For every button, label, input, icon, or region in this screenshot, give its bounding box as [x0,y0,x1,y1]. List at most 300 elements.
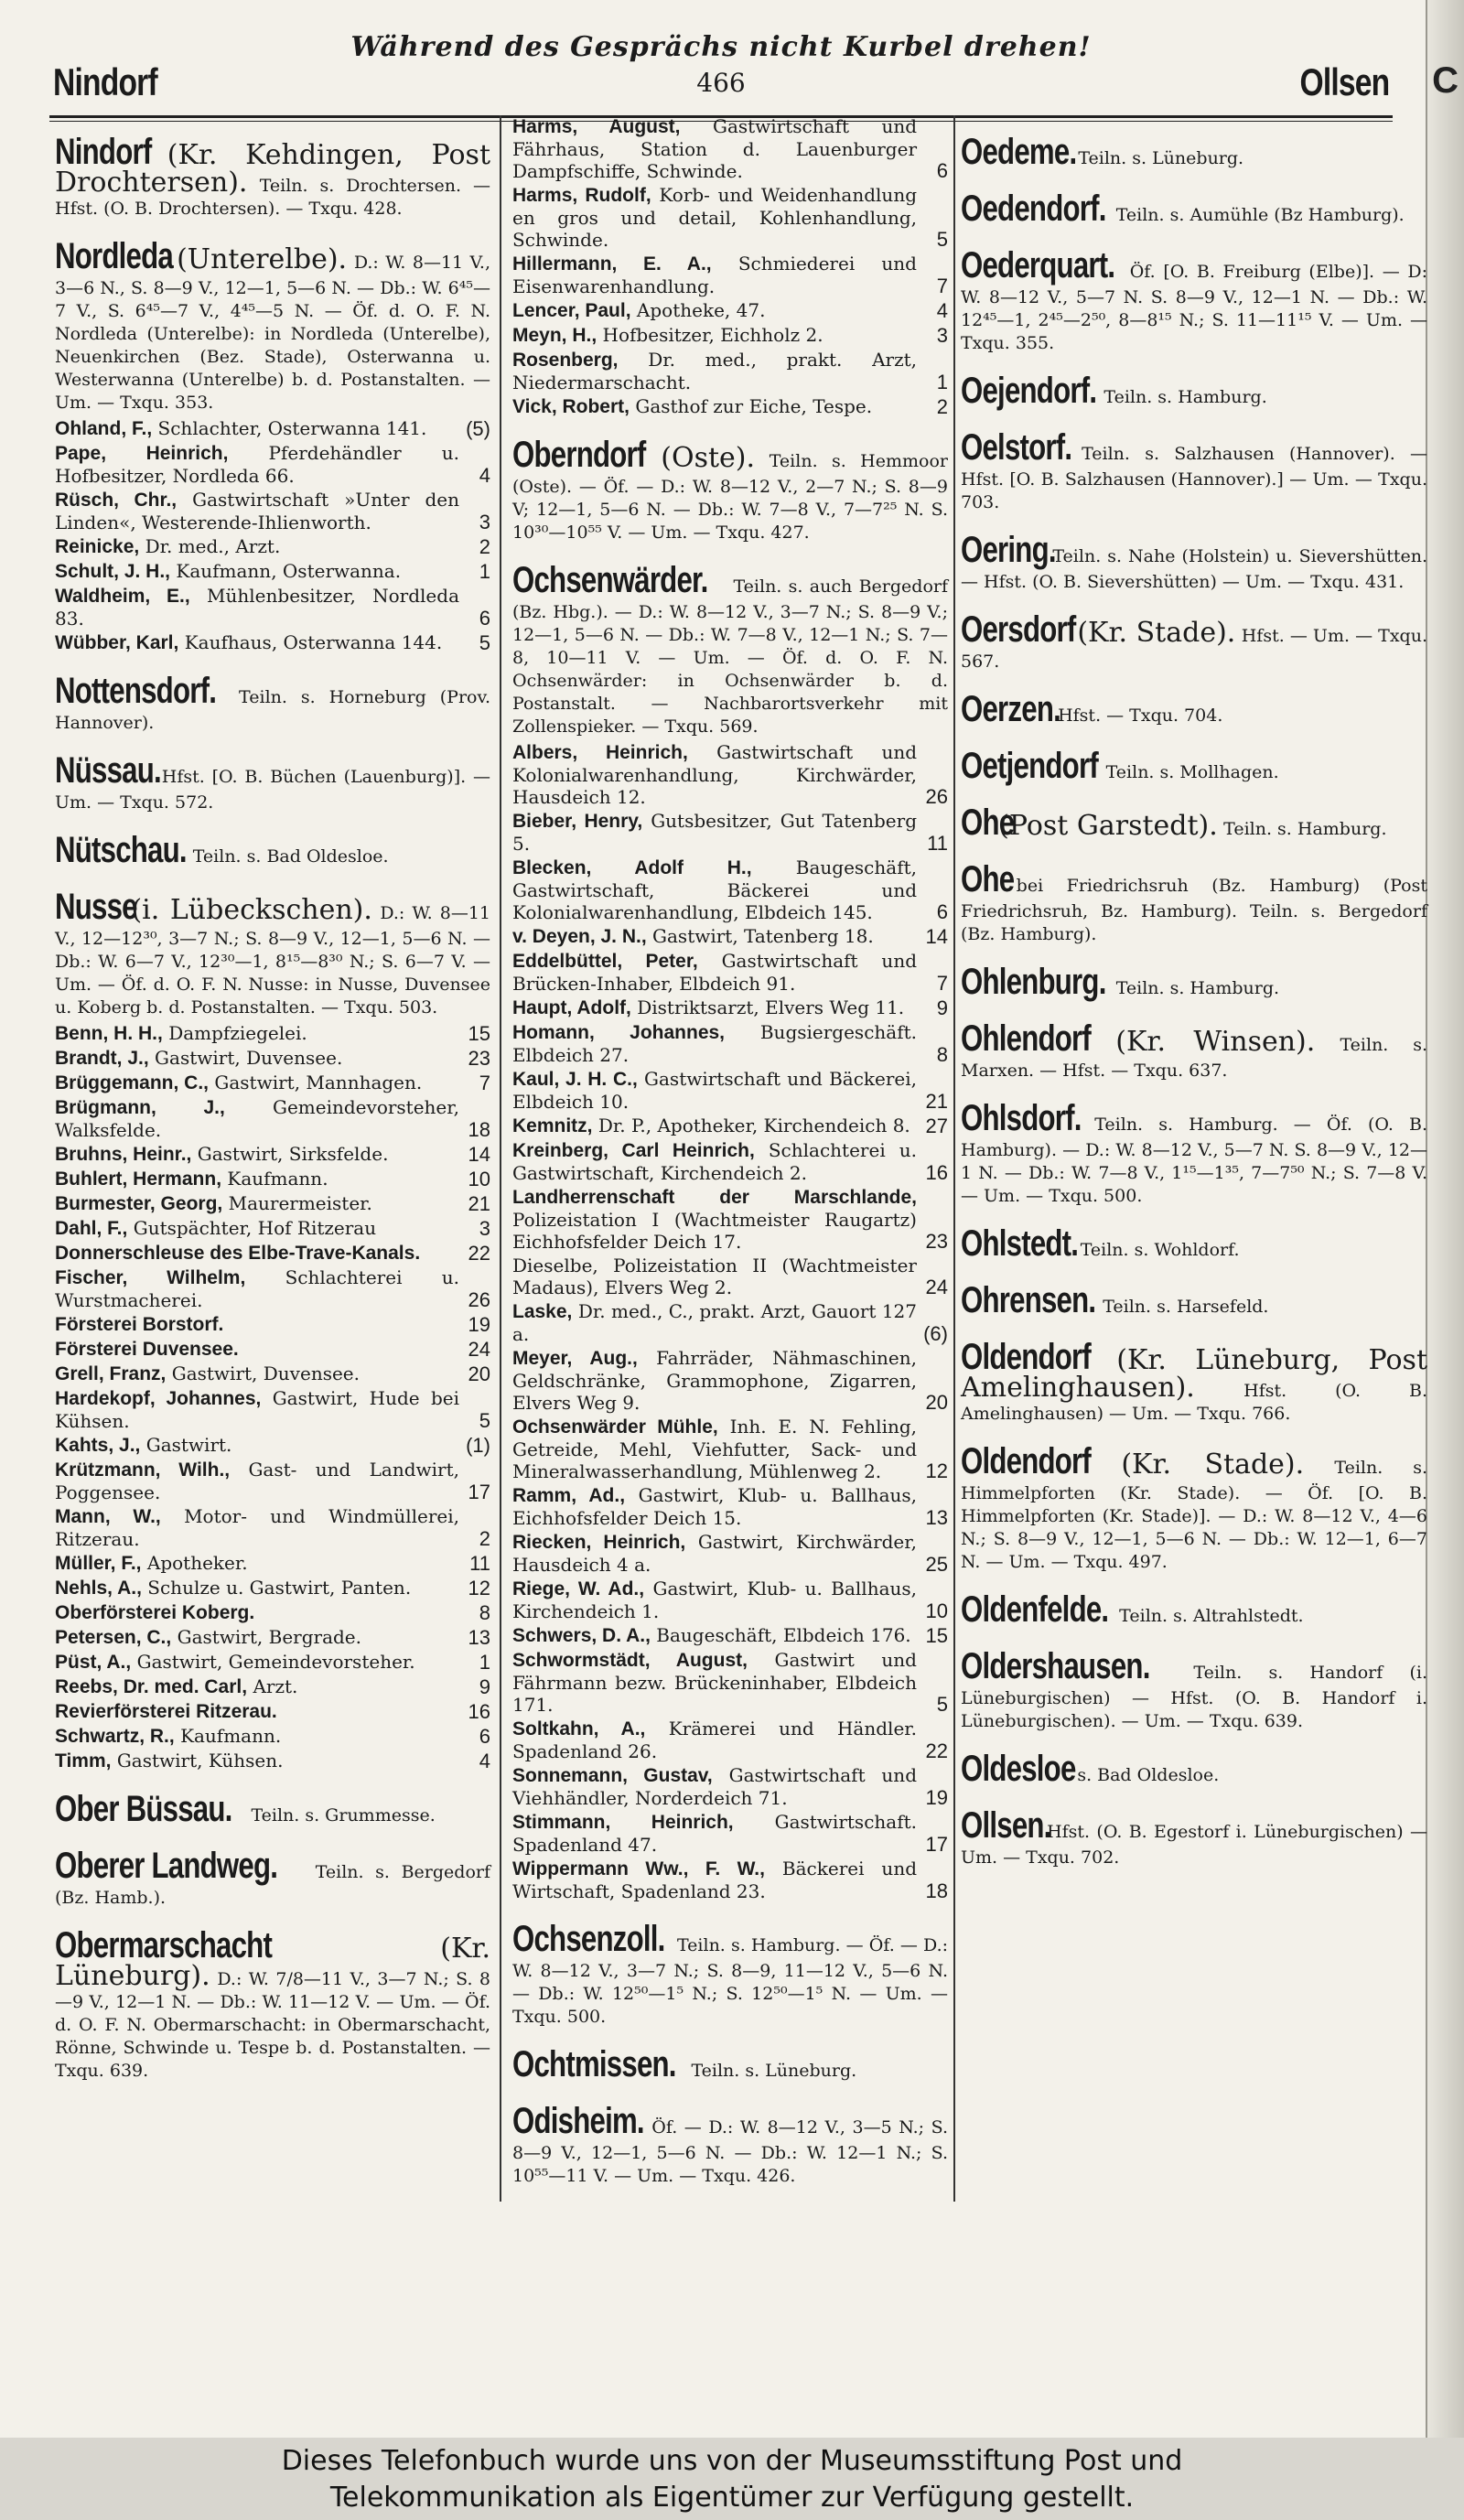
place-info: Teiln. s. Lüneburg. [691,2061,857,2081]
subscriber-entry [55,1143,490,1166]
place-info: Teiln. s. Bergedorf (Bz. Hamb.). [55,1862,490,1908]
phone-number: 10 [468,1168,490,1190]
place-heading [512,1919,948,2028]
place-info: Öf. [O. B. Freiburg (Elbe)]. — D: W. 8—12 V., 5—7 N. S. 8—9 V., 12—1 N. — Db.: W. 12⁴⁵—1, 2⁴⁵—2⁵⁰, 8—8¹⁵ N.; S. 11—11¹⁵ V. — Um. — Txqu. 355. [961,262,1428,353]
subscriber-name: Müller, F., [55,1553,142,1574]
subscriber-entry [55,1552,490,1575]
place-qualifier: (Kr. Stade). [1121,1448,1305,1481]
subscriber-entry [55,1072,490,1094]
phone-number: 14 [468,1143,490,1166]
subscriber-details: Dampfziegelei. [168,1022,307,1044]
place-name: Oldenfelde. [961,1589,1109,1630]
phone-number: 13 [468,1626,490,1649]
place-info: Hfst. — Um. — Txqu. 567. [961,626,1427,672]
subscriber-entry [55,1313,490,1336]
place-info: Teiln. s. Handorf (i. Lüneburgischen) — Hfst. (O. B. Handorf i. Lüneburgischen). — Um. — Txqu. 639. [961,1663,1427,1731]
place-name: Ohlsdorf. [961,1098,1082,1138]
place-info: Hfst. — Txqu. 704. [1058,705,1223,726]
place-qualifier: (Post Garstedt). [998,810,1218,842]
place-info: Teiln. s. Hamburg. [1115,978,1280,998]
phone-number: 21 [468,1192,490,1215]
subscriber-name: Kahts, J., [55,1435,141,1456]
subscriber-name: Riege, W. Ad., [512,1578,645,1599]
phone-number: 14 [925,925,948,948]
subscriber-name: Kemnitz, [512,1115,593,1136]
subscriber-details: Gastwirtschaft und Fährhaus, Station d. Lauenburger Dampfschiffe, Schwinde. [512,115,918,182]
place-info: Teiln. s. Salzhausen (Hannover). — Hfst. [O. B. Salzhausen (Hannover).] — Um. — Txqu. 703. [961,444,1427,512]
place-heading [55,1925,490,2082]
place-heading [961,1223,1427,1264]
subscriber-name: Försterei Borstorf. [55,1314,224,1335]
subscriber-details: Kaufmann. [227,1168,328,1190]
place-heading [55,887,490,1018]
subscriber-entry [55,1675,490,1698]
subscriber-entry [55,1750,490,1772]
phone-number: 22 [925,1739,948,1762]
subscriber-name: Dahl, F., [55,1218,128,1239]
subscriber-name: Harms, August, [512,116,681,137]
subscriber-name: Kaul, J. H. C., [512,1069,638,1090]
place-heading [55,1789,490,1829]
subscriber-name: Revierförsterei Ritzerau. [55,1701,277,1722]
phone-number: (1) [466,1434,490,1457]
phone-number: 12 [925,1459,948,1482]
place-name: Oberer Landweg. [55,1846,278,1886]
place-name: Oldesloe [961,1749,1076,1789]
subscriber-entry [55,1626,490,1649]
subscriber-details: Gastwirtschaft »Unter den Linden«, Westerende-Ihlienworth. [55,489,459,533]
subscriber-details: Gastwirt, Duvensee. [155,1047,343,1069]
subscriber-details: Pferdehändler u. Hofbesitzer, Nordleda 66. [55,442,460,487]
phone-number: 26 [925,785,948,808]
subscriber-details: Schulze u. Gastwirt, Panten. [147,1577,412,1599]
column-divider [953,115,955,2202]
phone-number: 5 [936,1693,948,1716]
subscriber-name: Burmester, Georg, [55,1193,223,1214]
phone-number: 15 [925,1624,948,1647]
phone-number: 6 [936,159,948,182]
subscriber-name: Schwormstädt, August, [512,1650,748,1671]
place-name: Oldendorf [961,1441,1092,1481]
subscriber-details: Gastwirtschaft und Viehhändler, Norderdeich 71. [512,1764,917,1809]
subscriber-name: Wübber, Karl, [55,632,179,653]
phone-number: 16 [468,1700,490,1723]
subscriber-details: Dieselbe, Polizeistation II (Wachtmeister Madaus), Elvers Weg 2. [512,1255,917,1298]
phone-number: 25 [925,1553,948,1576]
phone-number: 10 [925,1599,948,1622]
place-heading [512,2044,948,2084]
phone-number: 18 [925,1879,948,1902]
place-heading [512,560,948,738]
place-info: Teiln. s. Drochtersen. — Hfst. (O. B. Drochtersen). — Txqu. 428. [55,176,490,219]
subscriber-entry [512,349,948,393]
header-last-place: Ollsen [1299,60,1389,103]
place-info: Öf. — D.: W. 8—12 V., 3—5 N.; S. 8—9 V., 12—1, 5—6 N. — Db.: W. 12—1 N.; S. 10⁵⁵—11 V. — Um. — Txqu. 426. [512,2117,949,2186]
subscriber-name: Nehls, A., [55,1578,142,1599]
subscriber-entry [512,1021,948,1066]
place-heading [961,962,1427,1002]
phone-number: 5 [936,228,948,251]
place-info: Hfst. (O. B. Egestorf i. Lüneburgischen) — Um. — Txqu. 702. [961,1822,1428,1868]
place-name: Oberndorf [512,435,646,475]
place-qualifier: (Oste). [661,442,756,474]
phone-number: 21 [925,1090,948,1113]
subscriber-entry [512,1347,948,1414]
place-heading [961,1589,1427,1630]
page-header [53,26,1389,108]
subscriber-entry [55,1601,490,1624]
place-info: bei Friedrichsruh (Bz. Hamburg) (Post Friedrichsruh, Bz. Hamburg). Teiln. s. Bergedorf (Bz. Hamburg). [961,876,1428,944]
subscriber-name: Lencer, Paul, [512,300,631,321]
place-name: Ohe [961,802,1015,843]
place-name: Ober Büssau. [55,1789,232,1829]
place-qualifier: (i. Lübeckschen). [131,894,372,926]
phone-number: 9 [479,1675,490,1698]
phone-number: 15 [468,1022,490,1045]
subscriber-name: Waldheim, E., [55,586,190,607]
place-heading [961,859,1427,945]
phone-number: 12 [468,1577,490,1599]
subscriber-entry [512,115,948,182]
subscriber-name: Haupt, Adolf, [512,997,631,1018]
subscriber-details: Korb- und Weidenhandlung en gros und detail, Kohlenhandlung, Schwinde. [512,184,917,251]
phone-number: 16 [925,1161,948,1184]
phone-number: 18 [468,1118,490,1141]
subscriber-details: Baugeschäft, Gastwirtschaft, Bäckerei und Kolonialwarenhandlung, Elbdeich 145. [512,856,917,923]
place-name: Nindorf [55,132,152,172]
place-qualifier: (Unterelbe). [177,243,348,275]
place-heading [55,132,490,220]
place-heading [961,245,1427,354]
header-motto: Während des Gesprächs nicht Kurbel drehen! [350,31,1092,63]
place-heading [961,689,1427,729]
subscriber-details: Bugsiergeschäft. Elbdeich 27. [512,1021,918,1066]
phone-number: 13 [925,1506,948,1529]
subscriber-entry [512,395,948,418]
subscriber-entry [512,1531,948,1576]
subscriber-name: Wippermann Ww., F. W., [512,1858,765,1879]
phone-number: 23 [468,1047,490,1070]
subscriber-details: Kaufmann, Osterwanna. [176,560,402,582]
place-qualifier: (Kr. Stade). [1077,617,1236,649]
subscriber-entry [512,1255,948,1298]
place-name: Nordleda [55,236,173,276]
subscriber-entry [55,1047,490,1070]
place-name: Nüssau. [55,750,161,791]
place-name: Ochsenwärder. [512,560,708,600]
subscriber-details: Hofbesitzer, Eichholz 2. [602,324,824,346]
subscriber-entry [55,1338,490,1361]
place-heading [55,1846,490,1909]
place-heading [961,530,1427,593]
phone-number: 11 [927,832,948,855]
subscriber-details: Gastwirt, Bergrade. [177,1626,361,1648]
subscriber-details: Gutsbesitzer, Gut Tatenberg 5. [512,810,917,855]
place-info: Teiln. s. Nahe (Holstein) u. Sievershütten. — Hfst. (O. B. Sievershütten) — Um. — Txqu. 431. [961,546,1427,592]
subscriber-entry [55,489,490,533]
subscriber-name: Schwartz, R., [55,1726,175,1747]
subscriber-entry [512,1718,948,1762]
subscriber-name: Hardekopf, Johannes, [55,1388,262,1409]
subscriber-details: Dr. med., prakt. Arzt, Niedermarschacht. [512,349,917,393]
phone-number: 3 [479,511,490,533]
subscriber-entry [55,1266,490,1311]
place-name: Nütschau. [55,830,187,870]
place-info: Teiln. s. Hamburg. — Öf. (O. B. Hamburg). — D.: W. 8—12 V., 5—7 N. S. 8—9 V., 12—1 N. — Db.: W. 7—8 V., 1¹⁵—1³⁵, 7—7⁵⁰ N.; S. 7—8 V. — Um. — Txqu. 500. [961,1115,1428,1206]
subscriber-entry [55,1700,490,1723]
subscriber-details: Inh. E. N. Fehling, Getreide, Mehl, Viehfutter, Sack- und Mineralwasserhandlung, Mühlenweg 2. [512,1416,918,1482]
subscriber-details: Schmiederei und Eisenwarenhandlung. [512,253,917,297]
place-qualifier: (Kr. Kehdingen, Post Drochtersen). [55,139,491,199]
phone-number: 23 [925,1230,948,1253]
subscriber-name: Rosenberg, [512,350,619,371]
place-qualifier: (Kr. Winsen). [1115,1026,1316,1058]
place-info: Teiln. s. Harsefeld. [1103,1297,1269,1317]
subscriber-name: Brandt, J., [55,1048,149,1069]
subscriber-details: Gastwirt, Klub- u. Ballhaus, Kirchendeich 1. [512,1578,918,1622]
subscriber-name: Meyn, H., [512,325,597,346]
subscriber-name: Donnerschleuse des Elbe-Trave-Kanals. [55,1243,421,1264]
subscriber-entry [512,1068,948,1113]
subscriber-entry [55,1242,490,1265]
subscriber-entry [55,1459,490,1503]
subscriber-entry [512,1649,948,1716]
place-heading [961,609,1427,673]
subscriber-name: Rüsch, Chr., [55,490,178,511]
place-heading [961,1098,1427,1207]
phone-number: 17 [468,1481,490,1503]
subscriber-details: Gastwirtschaft und Kolonialwarenhandlung, Kirchwärder, Hausdeich 12. [512,741,918,808]
place-name: Oetjendorf [961,746,1098,786]
subscriber-details: Schlachterei u. Wurstmacherei. [55,1266,459,1311]
subscriber-details: Maurermeister. [228,1192,372,1214]
subscriber-details: Dr. med., C., prakt. Arzt, Gauort 127 a. [512,1300,918,1345]
place-name: Ochsenzoll. [512,1919,665,1959]
place-heading [512,2101,948,2187]
place-info: Hfst. [O. B. Büchen (Lauenburg)]. — Um. — Txqu. 572. [55,767,490,813]
place-heading [961,1646,1427,1732]
place-heading [512,435,948,544]
phone-number: 4 [479,464,490,487]
place-name: Oerzen. [961,689,1060,729]
footer-line-2: Telekommunikation als Eigentümer zur Verfügung gestellt. [329,2482,1135,2514]
subscriber-details: Gastwirtschaft und Brücken-Inhaber, Elbdeich 91. [512,950,917,995]
subscriber-entry [55,1192,490,1215]
phone-number: 7 [936,275,948,297]
place-heading [961,802,1427,843]
subscriber-entry [512,925,948,948]
phone-number: (6) [923,1322,948,1345]
subscriber-name: Pape, Heinrich, [55,443,229,464]
adjacent-page-edge [1426,0,1464,2438]
column-3 [961,115,1427,1872]
subscriber-name: Oberförsterei Koberg. [55,1602,255,1623]
subscriber-entry [512,1186,948,1253]
subscriber-entry [512,1115,948,1137]
phone-number: 1 [936,371,948,393]
subscriber-name: Mann, W., [55,1506,161,1527]
phone-number: 6 [936,900,948,923]
subscriber-name: Harms, Rudolf, [512,185,651,206]
place-heading [961,1805,1427,1868]
subscriber-details: Arzt. [253,1675,298,1697]
place-name: Obermarschacht [55,1925,273,1965]
subscriber-entry [512,1858,948,1902]
subscriber-name: Bruhns, Heinr., [55,1144,192,1165]
subscriber-details: Apotheker. [146,1552,248,1574]
place-name: Oldendorf [961,1337,1092,1377]
subscriber-name: Bieber, Henry, [512,811,643,832]
phone-number: 5 [479,631,490,654]
subscriber-name: Schult, J. H., [55,561,171,582]
place-name: Nusse [55,887,137,927]
subscriber-details: Polizeistation I (Wachtmeister Raugartz) Eichhofsfelder Deich 17. [512,1209,917,1253]
place-heading [961,1280,1427,1320]
adjacent-page-letter: C [1432,60,1459,101]
subscriber-details: Gastwirtschaft und Bäckerei, Elbdeich 10. [512,1068,917,1113]
subscriber-name: Fischer, Wilhelm, [55,1267,246,1288]
column-2 [512,115,948,2191]
phone-number: 6 [479,1725,490,1748]
subscriber-name: Homann, Johannes, [512,1022,726,1043]
subscriber-details: Dr. P., Apotheker, Kirchendeich 8. [597,1115,910,1136]
subscriber-details: Apotheke, 47. [636,299,766,321]
subscriber-details: Gastwirt, Mannhagen. [214,1072,423,1093]
place-name: Oering. [961,530,1056,570]
place-info: Teiln. s. Hemmoor (Oste). — Öf. — D.: W. 8—12 V., 2—7 N.; S. 8—9 V; 12—1, 5—6 N. — Db.: W. 7—8 V., 7—7²⁵ N. S. 10³⁰—10⁵⁵ V. — Um. — Txqu. 427. [512,451,948,543]
subscriber-details: Mühlenbesitzer, Nordleda 83. [55,585,459,630]
place-heading [961,1749,1427,1789]
subscriber-entry [512,741,948,808]
subscriber-name: v. Deyen, J. N., [512,926,647,947]
subscriber-details: Gastwirt, Duvensee. [171,1362,360,1384]
place-name: Oejendorf. [961,371,1097,411]
place-info: Teiln. s. auch Bergedorf (Bz. Hbg.). — D.: W. 8—12 V., 3—7 N.; S. 8—9 V.; 12—1, 5—6 N. — Db.: W. 7—8 V., 12—1 N.; S. 7—8, 10—11 V. — Um. — Öf. d. O. F. N. Ochsenwärder: in Ochsenwärder b. d. Postanstalt. — Nachbarortsverkehr mit Zollenspieker. — Txqu. 569. [512,576,949,737]
place-info: Teiln. s. Bad Oldesloe. [192,846,389,867]
subscriber-entry [55,1217,490,1240]
subscriber-name: Ohland, F., [55,418,153,439]
subscriber-details: Gastwirt, Kirchwärder, Hausdeich 4 a. [512,1531,917,1576]
phone-number: 2 [936,395,948,418]
subscriber-name: Ochsenwärder Mühle, [512,1416,718,1438]
column-1 [55,115,490,2085]
subscriber-name: Reebs, Dr. med. Carl, [55,1676,248,1697]
subscriber-entry [512,253,948,297]
subscriber-name: Krützmann, Wilh., [55,1459,231,1481]
place-heading [55,236,490,414]
subscriber-entry [55,1168,490,1190]
subscriber-details: Kaufhaus, Osterwanna 144. [184,631,443,653]
page-number: 466 [696,68,746,98]
subscriber-entry [55,535,490,558]
subscriber-details: Gast- und Landwirt, Poggensee. [55,1459,459,1503]
page-footer [0,2438,1464,2520]
place-name: Odisheim. [512,2101,644,2141]
place-info: D.: W. 8—11 V., 3—6 N., S. 8—9 V., 12—1, 5—6 N. — Db.: W. 6⁴⁵—7 V., S. 6⁴⁵—7 V., 4⁴⁵—5 N. — Öf. d. O. F. N. Nordleda (Unterelbe): in Nordleda (Unterelbe), Neuenkirchen (Bez. Stade), Osterwanna u. Westerwanna (Unterelbe) b. d. Postanstalten. — Um. — Txqu. 353. [55,253,490,413]
phone-number: 19 [468,1313,490,1336]
phone-number: 6 [479,607,490,630]
phone-number: 1 [479,560,490,583]
subscriber-name: Schwers, D. A., [512,1625,651,1646]
phone-number: 7 [936,972,948,995]
place-heading [961,132,1427,172]
subscriber-entry [55,585,490,630]
subscriber-entry [512,1811,948,1856]
place-heading [961,1441,1427,1573]
phone-number: 19 [925,1786,948,1809]
phone-number: 24 [468,1338,490,1361]
subscriber-details: Dr. med., Arzt. [145,535,281,557]
footer-line-1: Dieses Telefonbuch wurde uns von der Museumsstiftung Post und [281,2445,1183,2477]
place-info: Teiln. s. Himmelpforten (Kr. Stade). — Öf. [O. B. Himmelpforten (Kr. Stade)]. — D.: W. 8—12 V., 4—6 N.; S. 8—9 V., 12—1, 5—6 N. — Db.: W. 12—1, 6—7 N. — Um. — Txqu. 497. [961,1458,1427,1572]
place-info: Teiln. s. Altrahlstedt. [1119,1606,1304,1626]
subscriber-details: Distriktsarzt, Elvers Weg 11. [637,996,905,1018]
place-name: Oersdorf [961,609,1076,650]
subscriber-name: Buhlert, Hermann, [55,1168,222,1190]
subscriber-name: Grell, Franz, [55,1363,167,1384]
place-name: Ohlenburg. [961,962,1106,1002]
place-heading [55,750,490,813]
subscriber-name: Riecken, Heinrich, [512,1532,686,1553]
place-heading [55,830,490,870]
place-info: Teiln. s. Aumühle (Bz Hamburg). [1115,205,1405,225]
phone-number: 26 [468,1288,490,1311]
phone-number: 24 [925,1276,948,1298]
place-heading [961,1337,1427,1425]
subscriber-entry [512,324,948,347]
subscriber-details: Schlachterei u. Gastwirtschaft, Kirchendeich 2. [512,1139,918,1184]
place-info: Teiln. s. Lüneburg. [1078,148,1244,168]
phone-number: 8 [479,1601,490,1624]
subscriber-details: Gutspächter, Hof Ritzerau [133,1217,377,1239]
place-heading [961,427,1427,513]
subscriber-entry [512,1300,948,1345]
subscriber-entry [512,1416,948,1482]
subscriber-entry [512,1484,948,1529]
subscriber-details: Gastwirt, Gemeindevorsteher. [136,1651,415,1673]
phone-number: 2 [479,535,490,558]
subscriber-entry [55,1022,490,1045]
phone-number: 5 [479,1409,490,1432]
subscriber-details: Schlachter, Osterwanna 141. [157,417,427,439]
place-info: D.: W. 8—11 V., 12—12³⁰, 3—7 N.; S. 8—9 V., 12—1, 5—6 N. — Db.: W. 6—7 V., 12³⁰—1, 8¹⁵—8³⁰ N.; S. 6—7 V. — Um. — Öf. d. O. F. N. Nusse: in Nusse, Duvensee u. Koberg b. d. Postanstalten. — Txqu. 503. [55,903,490,1018]
subscriber-entry [55,1651,490,1674]
subscriber-name: Ramm, Ad., [512,1485,626,1506]
subscriber-entry [55,1725,490,1748]
phone-number: 17 [925,1833,948,1856]
subscriber-entry [55,442,490,487]
phone-number: (5) [466,417,490,440]
subscriber-entry [512,1578,948,1622]
place-info: s. Bad Oldesloe. [1077,1765,1220,1785]
place-name: Nottensdorf. [55,671,217,711]
subscriber-name: Stimmann, Heinrich, [512,1812,734,1833]
place-name: Oedeme. [961,132,1077,172]
place-qualifier: (Kr. Lüneburg). [55,1933,490,1992]
place-info: D.: W. 7/8—11 V., 3—7 N.; S. 8—9 V., 12—1 N. — Db.: W. 11—12 V. — Um. — Öf. d. O. F. N. Obermarschacht: in Obermarschacht, Rönne, Schwinde u. Tespe b. d. Postanstalten. — Txqu. 639. [55,1969,490,2081]
subscriber-name: Vick, Robert, [512,396,630,417]
subscriber-details: Gastwirt, Kühsen. [116,1750,284,1772]
place-name: Oederquart. [961,245,1115,285]
phone-number: 2 [479,1527,490,1550]
place-info: Teiln. s. Wohldorf. [1080,1240,1240,1260]
place-info: Teiln. s. Grummesse. [251,1805,436,1825]
subscriber-name: Blecken, Adolf H., [512,857,752,878]
subscriber-entry [512,184,948,251]
place-name: Ohrensen. [961,1280,1096,1320]
place-heading [961,746,1427,786]
place-info: Teiln. s. Marxen. — Hfst. — Txqu. 637. [961,1035,1427,1081]
